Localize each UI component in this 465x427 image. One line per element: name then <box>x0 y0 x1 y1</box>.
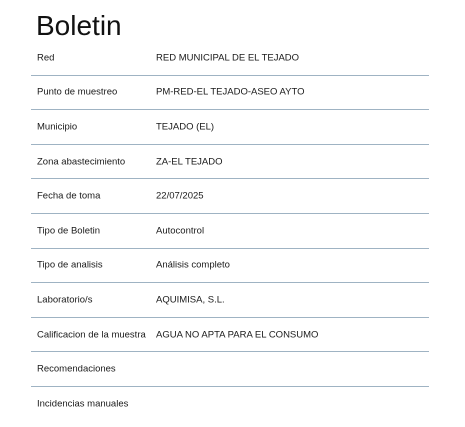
row-label: Tipo de analisis <box>37 259 103 271</box>
row-label: Tipo de Boletin <box>37 225 101 237</box>
row-value: Autocontrol <box>156 225 205 237</box>
row-label: Red <box>37 52 55 64</box>
row-value: PM-RED-EL TEJADO-ASEO AYTO <box>156 86 305 98</box>
table-row-recomendaciones <box>31 352 429 387</box>
table-row-punto-de-muestreo <box>31 76 429 111</box>
row-value: AQUIMISA, S.L. <box>156 294 225 306</box>
row-label: Municipio <box>37 121 78 133</box>
row-label: Recomendaciones <box>37 363 116 375</box>
row-label: Calificacion de la muestra <box>37 329 146 341</box>
table-row-municipio <box>31 110 429 145</box>
row-label: Laboratorio/s <box>37 294 93 306</box>
table-row-zona-abastecimiento <box>31 145 429 180</box>
row-label: Incidencias manuales <box>37 398 129 410</box>
bulletin-details-table <box>31 41 429 422</box>
row-label: Fecha de toma <box>37 190 101 202</box>
page-title: Boletin <box>36 10 122 41</box>
table-row-red <box>31 41 429 76</box>
row-value: RED MUNICIPAL DE EL TEJADO <box>156 52 300 64</box>
row-value: 22/07/2025 <box>156 190 204 202</box>
table-row-incidencias-manuales <box>31 387 429 422</box>
table-row-calificacion <box>31 318 429 353</box>
row-value: AGUA NO APTA PARA EL CONSUMO <box>156 329 319 341</box>
row-label: Punto de muestreo <box>37 86 118 98</box>
table-row-laboratorios <box>31 283 429 318</box>
row-label: Zona abastecimiento <box>37 156 126 168</box>
table-row-tipo-de-boletin <box>31 214 429 249</box>
table-row-fecha-de-toma <box>31 179 429 214</box>
table-row-tipo-de-analisis <box>31 249 429 284</box>
row-value: TEJADO (EL) <box>156 121 215 133</box>
row-value: ZA-EL TEJADO <box>156 156 223 168</box>
row-value: Análisis completo <box>156 259 230 271</box>
